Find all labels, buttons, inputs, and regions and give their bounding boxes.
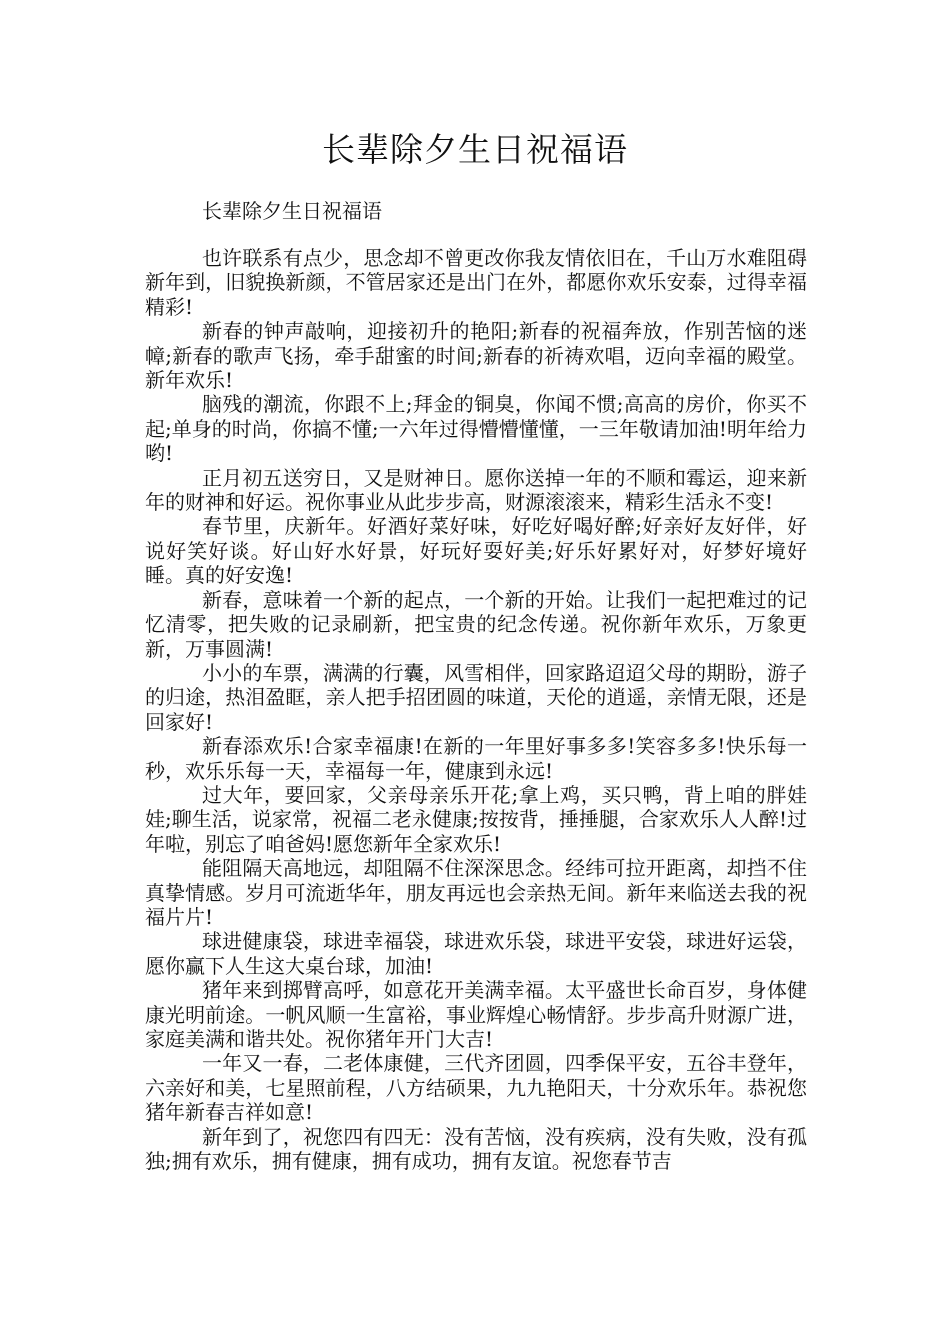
paragraph: 猪年来到掷臂高呼，如意花开美满幸福。太平盛世长命百岁，身体健康光明前途。一帆风顺一生富裕，事业辉煌心畅情舒。步步高升财源广进，家庭美满和谐共处。祝你猪年开门大吉! — [145, 978, 807, 1051]
paragraph: 一年又一春，二老体康健，三代齐团圆，四季保平安，五谷丰登年，六亲好和美，七星照前程，八方结硕果，九九艳阳天，十分欢乐年。恭祝您猪年新春吉祥如意! — [145, 1051, 807, 1125]
paragraph: 新春，意味着一个新的起点，一个新的开始。让我们一起把难过的记忆清零，把失败的记录刷新，把宝贵的纪念传递。祝你新年欢乐，万象更新，万事圆满! — [145, 587, 807, 661]
paragraph: 球进健康袋，球进幸福袋，球进欢乐袋，球进平安袋，球进好运袋，愿你赢下人生这大桌台球，加油! — [145, 929, 807, 978]
document-subtitle: 长辈除夕生日祝福语 — [202, 199, 382, 223]
paragraph: 小小的车票，满满的行囊，风雪相伴，回家路迢迢父母的期盼，游子的归途，热泪盈眶，亲人把手招团圆的味道，天伦的逍遥，亲情无限，还是回家好! — [145, 660, 807, 734]
paragraph: 过大年，要回家，父亲母亲乐开花;拿上鸡，买只鸭，背上咱的胖娃娃;聊生活，说家常，祝福二老永健康;按按背，捶捶腿，合家欢乐人人醉!过年啦，别忘了咱爸妈!愿您新年全家欢乐! — [145, 782, 807, 856]
paragraph: 脑残的潮流，你跟不上;拜金的铜臭，你闻不惯;高高的房价，你买不起;单身的时尚，你搞不懂;一六年过得懵懵懂懂，一三年敬请加油!明年给力哟! — [145, 392, 807, 466]
paragraph: 正月初五送穷日，又是财神日。愿你送掉一年的不顺和霉运，迎来新年的财神和好运。祝你事业从此步步高，财源滚滚来，精彩生活永不变! — [145, 465, 807, 515]
paragraph: 新春添欢乐!合家幸福康!在新的一年里好事多多!笑容多多!快乐每一秒，欢乐乐每一天，幸福每一年，健康到永远! — [145, 734, 807, 783]
paragraph: 能阻隔天高地远，却阻隔不住深深思念。经纬可拉开距离，却挡不住真挚情感。岁月可流逝华年，朋友再远也会亲热无间。新年来临送去我的祝福片片! — [145, 856, 807, 929]
paragraph: 新春的钟声敲响，迎接初升的艳阳;新春的祝福奔放，作别苦恼的迷幛;新春的歌声飞扬，牵手甜蜜的时间;新春的祈祷欢唱，迈向幸福的殿堂。新年欢乐! — [145, 319, 807, 393]
paragraph: 新年到了，祝您四有四无：没有苦恼，没有疾病，没有失败，没有孤独;拥有欢乐，拥有健康，拥有成功，拥有友谊。祝您春节吉 — [145, 1124, 807, 1174]
document-body — [145, 246, 807, 1173]
paragraph: 也许联系有点少，思念却不曾更改你我友情依旧在，千山万水难阻碍新年到，旧貌换新颜，不管居家还是出门在外，都愿你欢乐安泰，过得幸福精彩! — [145, 246, 807, 319]
paragraph: 春节里，庆新年。好酒好菜好味，好吃好喝好醉;好亲好友好伴，好说好笑好谈。好山好水好景，好玩好耍好美;好乐好累好对，好梦好境好睡。真的好安逸! — [145, 514, 807, 588]
document-title: 长辈除夕生日祝福语 — [322, 130, 628, 169]
